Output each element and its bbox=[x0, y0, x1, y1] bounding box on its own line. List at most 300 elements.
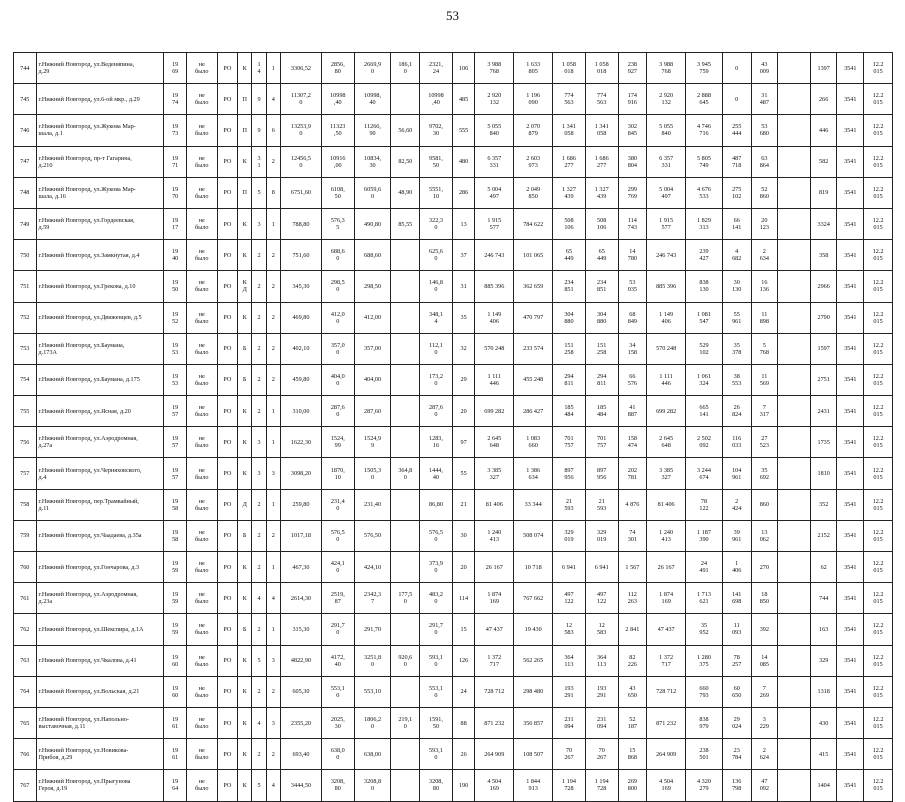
table-cell: 3 385 327 bbox=[475, 458, 514, 489]
table-cell: 66 576 bbox=[618, 364, 647, 395]
table-cell: Б bbox=[238, 333, 252, 364]
table-cell: 33 344 bbox=[514, 489, 553, 520]
table-cell: 29 024 bbox=[722, 707, 751, 738]
table-cell: 3 bbox=[266, 707, 280, 738]
table-cell bbox=[778, 489, 811, 520]
table-cell: 231 094 bbox=[585, 707, 618, 738]
table-cell: 12.2 015 bbox=[864, 115, 893, 146]
table-cell: 3541 bbox=[837, 614, 864, 645]
address-cell: г.Нижний Новгород, ул.6-ой мкр., д.29 bbox=[36, 84, 164, 115]
address-cell: г.Нижний Новгород, ул.Движенцев, д.5 bbox=[36, 302, 164, 333]
table-cell: 2 424 bbox=[722, 489, 751, 520]
address-cell: г.Нижний Новгород, ул.Ясная, д.20 bbox=[36, 396, 164, 427]
table-cell: 3541 bbox=[837, 146, 864, 177]
table-cell: 688,60 bbox=[354, 240, 391, 271]
table-cell: 897 956 bbox=[585, 458, 618, 489]
table-cell: РО bbox=[217, 614, 237, 645]
table-cell: 12.2 015 bbox=[864, 427, 893, 458]
table-cell: 55 961 bbox=[722, 302, 751, 333]
table-cell: 26 167 bbox=[647, 552, 686, 583]
table-cell: 12 583 bbox=[553, 614, 586, 645]
table-cell bbox=[391, 302, 420, 333]
table-cell: 1 194 728 bbox=[553, 770, 586, 801]
table-cell: Б bbox=[238, 364, 252, 395]
table-cell: 920,6 0 bbox=[391, 645, 420, 676]
table-cell: 19 53 bbox=[164, 333, 187, 364]
table-cell: 186,1 0 bbox=[391, 53, 420, 84]
table-cell: 19 69 bbox=[164, 53, 187, 84]
table-cell: РО bbox=[217, 770, 237, 801]
table-cell bbox=[778, 333, 811, 364]
table-cell: 1505,3 0 bbox=[354, 458, 391, 489]
table-cell: 1 061 324 bbox=[686, 364, 723, 395]
table-cell: 12.2 015 bbox=[864, 302, 893, 333]
table-cell: 5 bbox=[252, 177, 266, 208]
table-cell: 3541 bbox=[837, 645, 864, 676]
table-cell: 485 bbox=[452, 84, 475, 115]
table-cell: 751,60 bbox=[280, 240, 321, 271]
table-cell: РО bbox=[217, 208, 237, 239]
table-cell: 4 bbox=[266, 583, 280, 614]
table-cell: 701 757 bbox=[585, 427, 618, 458]
table-row bbox=[14, 208, 893, 239]
table-cell: 380 804 bbox=[618, 146, 647, 177]
table-cell bbox=[391, 271, 420, 302]
table-cell: 2 049 850 bbox=[514, 177, 553, 208]
table-cell: 373,9 0 bbox=[420, 552, 453, 583]
table-cell: 158 474 bbox=[618, 427, 647, 458]
table-cell: не было bbox=[186, 115, 217, 146]
table-cell: не было bbox=[186, 614, 217, 645]
table-cell: 751 bbox=[14, 271, 37, 302]
table-cell: 728 712 bbox=[647, 676, 686, 707]
table-cell: 62 bbox=[810, 552, 837, 583]
table-cell: РО bbox=[217, 676, 237, 707]
table-cell: 329 019 bbox=[553, 520, 586, 551]
table-cell: 11 093 bbox=[722, 614, 751, 645]
table-cell: 60 650 bbox=[722, 676, 751, 707]
table-cell: 3541 bbox=[837, 84, 864, 115]
table-cell: 1283, 16 bbox=[420, 427, 453, 458]
address-cell: г.Нижний Новгород, ул.Гордеевская, д.59 bbox=[36, 208, 164, 239]
table-cell: 5 768 bbox=[751, 333, 778, 364]
table-cell bbox=[778, 427, 811, 458]
table-cell: 3541 bbox=[837, 53, 864, 84]
table-cell: 13 062 bbox=[751, 520, 778, 551]
table-cell bbox=[778, 583, 811, 614]
table-cell: 7 317 bbox=[751, 396, 778, 427]
table-cell: 699 282 bbox=[647, 396, 686, 427]
table-cell: 19 59 bbox=[164, 583, 187, 614]
table-cell: 315,30 bbox=[280, 614, 321, 645]
table-row bbox=[14, 489, 893, 520]
table-cell: не было bbox=[186, 489, 217, 520]
table-cell: 1 083 660 bbox=[514, 427, 553, 458]
table-cell: 2 645 648 bbox=[647, 427, 686, 458]
table-cell bbox=[778, 707, 811, 738]
table-cell: 31 487 bbox=[751, 84, 778, 115]
table-cell bbox=[778, 739, 811, 770]
table-cell: 4 bbox=[266, 84, 280, 115]
table-cell: П bbox=[238, 115, 252, 146]
table-cell: 12.2 015 bbox=[864, 489, 893, 520]
table-cell bbox=[778, 364, 811, 395]
table-cell: 748 bbox=[14, 177, 37, 208]
table-cell: 299 769 bbox=[618, 177, 647, 208]
table-cell: 757 bbox=[14, 458, 37, 489]
address-cell: г.Нижний Новгород, ул.Аэродромная, д.23а bbox=[36, 583, 164, 614]
table-cell: 190 bbox=[452, 770, 475, 801]
table-cell: 763 bbox=[14, 645, 37, 676]
table-cell: 21 593 bbox=[553, 489, 586, 520]
table-cell: 749 bbox=[14, 208, 37, 239]
table-cell: К bbox=[238, 739, 252, 770]
table-row bbox=[14, 177, 893, 208]
table-cell: 665 141 bbox=[686, 396, 723, 427]
table-cell: 1810 bbox=[810, 458, 837, 489]
table-cell: 699 282 bbox=[475, 396, 514, 427]
table-cell: 19 59 bbox=[164, 552, 187, 583]
table-cell: 19 17 bbox=[164, 208, 187, 239]
table-cell: 294 811 bbox=[585, 364, 618, 395]
table-cell: 701 757 bbox=[553, 427, 586, 458]
table-cell: 3 1 bbox=[252, 146, 266, 177]
table-cell: не было bbox=[186, 302, 217, 333]
table-cell: 352 bbox=[810, 489, 837, 520]
table-cell: 582 bbox=[810, 146, 837, 177]
table-cell: 1 327 439 bbox=[585, 177, 618, 208]
address-cell: г.Нижний Новгород, ул.Шекспира, д.1А bbox=[36, 614, 164, 645]
table-cell: 3 229 bbox=[751, 707, 778, 738]
table-cell: 2 634 bbox=[751, 240, 778, 271]
table-cell: 3 988 768 bbox=[647, 53, 686, 84]
table-cell: РО bbox=[217, 645, 237, 676]
table-cell: 362 659 bbox=[514, 271, 553, 302]
table-cell: 767 bbox=[14, 770, 37, 801]
table-row bbox=[14, 645, 893, 676]
table-cell: не было bbox=[186, 208, 217, 239]
table-cell: 88 bbox=[452, 707, 475, 738]
table-cell: 233 574 bbox=[514, 333, 553, 364]
table-cell: 605,30 bbox=[280, 676, 321, 707]
table-cell: 2966 bbox=[810, 271, 837, 302]
table-cell bbox=[391, 333, 420, 364]
table-cell: РО bbox=[217, 489, 237, 520]
table-cell: 31 bbox=[452, 271, 475, 302]
table-cell: К bbox=[238, 302, 252, 333]
table-cell: 19 70 bbox=[164, 177, 187, 208]
table-cell: 3541 bbox=[837, 240, 864, 271]
table-cell: РО bbox=[217, 364, 237, 395]
table-cell: 356 857 bbox=[514, 707, 553, 738]
table-cell: 3541 bbox=[837, 739, 864, 770]
table-cell: 35 378 bbox=[722, 333, 751, 364]
table-cell: не было bbox=[186, 583, 217, 614]
table-cell: 1 829 313 bbox=[686, 208, 723, 239]
table-cell: 553,10 bbox=[354, 676, 391, 707]
table-cell: 529 102 bbox=[686, 333, 723, 364]
table-cell: 19 430 bbox=[514, 614, 553, 645]
table-cell: 415 bbox=[810, 739, 837, 770]
table-cell: 483,2 0 bbox=[420, 583, 453, 614]
table-cell: 12.2 015 bbox=[864, 177, 893, 208]
table-cell: 12.2 015 bbox=[864, 240, 893, 271]
table-cell: 26 bbox=[452, 739, 475, 770]
table-cell: 3 945 759 bbox=[686, 53, 723, 84]
table-cell: 12.2 015 bbox=[864, 208, 893, 239]
table-cell: 2 bbox=[252, 302, 266, 333]
table-cell: 412,0 0 bbox=[321, 302, 354, 333]
table-cell: РО bbox=[217, 177, 237, 208]
table-cell: 146,8 0 bbox=[420, 271, 453, 302]
table-cell: 259,80 bbox=[280, 489, 321, 520]
address-cell: г.Нижний Новгород, ул.Жукова Мар- шала, д.16 bbox=[36, 177, 164, 208]
table-cell: 19 40 bbox=[164, 240, 187, 271]
housing-table bbox=[13, 52, 893, 802]
table-cell: 1 bbox=[266, 489, 280, 520]
table-cell bbox=[778, 520, 811, 551]
table-cell: 266 bbox=[810, 84, 837, 115]
table-cell bbox=[391, 739, 420, 770]
table-cell: 1 327 439 bbox=[553, 177, 586, 208]
table-cell: 2 920 132 bbox=[647, 84, 686, 115]
table-cell: 4 504 169 bbox=[475, 770, 514, 801]
table-cell: 9702, 30 bbox=[420, 115, 453, 146]
address-cell: г.Нижний Новгород, ул.Черняховского, д.4 bbox=[36, 458, 164, 489]
table-cell: 2 bbox=[252, 489, 266, 520]
address-cell: г.Нижний Новгород, ул.Грекова, д.10 bbox=[36, 271, 164, 302]
table-cell: 1 bbox=[266, 208, 280, 239]
table-cell: 1 341 058 bbox=[553, 115, 586, 146]
table-cell: 12456,5 0 bbox=[280, 146, 321, 177]
table-cell: 1 686 277 bbox=[585, 146, 618, 177]
table-cell: 238 501 bbox=[686, 739, 723, 770]
table-cell: 2321, 24 bbox=[420, 53, 453, 84]
table-cell: 78 122 bbox=[686, 489, 723, 520]
table-cell: 570 248 bbox=[475, 333, 514, 364]
table-cell bbox=[391, 427, 420, 458]
table-cell: 576,3 5 bbox=[321, 208, 354, 239]
table-cell bbox=[778, 240, 811, 271]
table-cell: 1 567 bbox=[618, 552, 647, 583]
table-cell: 2 920 132 bbox=[475, 84, 514, 115]
table-cell: 19 61 bbox=[164, 707, 187, 738]
table-cell: 5 bbox=[252, 645, 266, 676]
table-cell: 29 bbox=[452, 364, 475, 395]
table-cell: К bbox=[238, 770, 252, 801]
table-cell: 112 263 bbox=[618, 583, 647, 614]
table-cell: 86,80 bbox=[420, 489, 453, 520]
table-cell: 18 850 bbox=[751, 583, 778, 614]
table-cell: 1 111 446 bbox=[647, 364, 686, 395]
table-cell: 55 bbox=[452, 458, 475, 489]
table-row bbox=[14, 614, 893, 645]
table-cell: 14 780 bbox=[618, 240, 647, 271]
table-cell: 43 650 bbox=[618, 676, 647, 707]
table-cell: 12.2 015 bbox=[864, 520, 893, 551]
table-cell: не было bbox=[186, 427, 217, 458]
table-cell bbox=[778, 676, 811, 707]
table-cell: 20 123 bbox=[751, 208, 778, 239]
table-cell: 291,70 bbox=[354, 614, 391, 645]
table-cell: К bbox=[238, 208, 252, 239]
table-cell bbox=[391, 364, 420, 395]
table-cell: 19 59 bbox=[164, 614, 187, 645]
table-cell: 2669,9 0 bbox=[354, 53, 391, 84]
table-cell: 6059,6 0 bbox=[354, 177, 391, 208]
table-cell: 19 57 bbox=[164, 427, 187, 458]
table-cell: 784 622 bbox=[514, 208, 553, 239]
table-cell: 35 952 bbox=[686, 614, 723, 645]
table-cell: РО bbox=[217, 84, 237, 115]
table-row bbox=[14, 115, 893, 146]
table-cell: 8 bbox=[266, 177, 280, 208]
table-cell: 762 bbox=[14, 614, 37, 645]
table-cell: 112,1 0 bbox=[420, 333, 453, 364]
table-cell: К bbox=[238, 583, 252, 614]
table-cell: 412,00 bbox=[354, 302, 391, 333]
table-cell: 3 244 674 bbox=[686, 458, 723, 489]
table-cell: Б bbox=[238, 520, 252, 551]
table-cell: 19 73 bbox=[164, 115, 187, 146]
table-cell: РО bbox=[217, 146, 237, 177]
table-cell: 3541 bbox=[837, 583, 864, 614]
table-cell: 19 64 bbox=[164, 770, 187, 801]
table-cell: 2 bbox=[266, 520, 280, 551]
table-cell: Б bbox=[238, 614, 252, 645]
table-cell: 3541 bbox=[837, 489, 864, 520]
address-cell: г.Нижний Новгород, ул.Чкалова, д.41 bbox=[36, 645, 164, 676]
table-cell: 3541 bbox=[837, 396, 864, 427]
table-cell: 10998, 40 bbox=[354, 84, 391, 115]
table-cell: К bbox=[238, 645, 252, 676]
table-cell: 750 bbox=[14, 240, 37, 271]
table-cell: 264 909 bbox=[475, 739, 514, 770]
table-cell: 11323 ,50 bbox=[321, 115, 354, 146]
table-cell: 1 4 bbox=[252, 53, 266, 84]
table-cell: 774 563 bbox=[585, 84, 618, 115]
table-cell: 3541 bbox=[837, 333, 864, 364]
table-cell: 3541 bbox=[837, 676, 864, 707]
table-cell: 4 876 bbox=[618, 489, 647, 520]
table-cell bbox=[391, 84, 420, 115]
table-cell bbox=[778, 396, 811, 427]
table-cell: 2 645 648 bbox=[475, 427, 514, 458]
table-cell: 13 bbox=[452, 208, 475, 239]
table-cell: 126 bbox=[452, 645, 475, 676]
table-cell: 275 102 bbox=[722, 177, 751, 208]
table-cell: 13253,9 0 bbox=[280, 115, 321, 146]
table-cell: не было bbox=[186, 333, 217, 364]
address-cell: г.Нижний Новгород, ул.Гончарова, д.3 bbox=[36, 552, 164, 583]
table-cell: 508 106 bbox=[585, 208, 618, 239]
table-cell: 3541 bbox=[837, 177, 864, 208]
table-cell: 2 888 645 bbox=[686, 84, 723, 115]
table-cell: П bbox=[238, 84, 252, 115]
table-cell: 24 491 bbox=[686, 552, 723, 583]
table-cell: 1 bbox=[266, 614, 280, 645]
table-cell: 304 880 bbox=[585, 302, 618, 333]
table-cell: 593,1 0 bbox=[420, 739, 453, 770]
table-cell: 302 845 bbox=[618, 115, 647, 146]
table-cell: 12.2 015 bbox=[864, 53, 893, 84]
table-cell: 2 bbox=[266, 676, 280, 707]
table-cell: РО bbox=[217, 115, 237, 146]
table-cell: 4 320 279 bbox=[686, 770, 723, 801]
table-cell: 553,1 0 bbox=[321, 676, 354, 707]
table-cell: 6 357 331 bbox=[647, 146, 686, 177]
table-cell: не было bbox=[186, 458, 217, 489]
table-cell: 402,10 bbox=[280, 333, 321, 364]
table-cell: 81 406 bbox=[647, 489, 686, 520]
table-cell: 26 824 bbox=[722, 396, 751, 427]
table-cell: 10998 ,40 bbox=[321, 84, 354, 115]
table-cell: 231,4 0 bbox=[321, 489, 354, 520]
table-cell: 660 793 bbox=[686, 676, 723, 707]
table-cell: 1 bbox=[266, 427, 280, 458]
table-cell: 19 57 bbox=[164, 396, 187, 427]
table-row bbox=[14, 770, 893, 801]
table-cell: 744 bbox=[810, 583, 837, 614]
table-cell: 2614,30 bbox=[280, 583, 321, 614]
table-cell: РО bbox=[217, 396, 237, 427]
table-cell: 2 bbox=[266, 739, 280, 770]
table-cell: 6 941 bbox=[585, 552, 618, 583]
table-cell: 1 915 577 bbox=[475, 208, 514, 239]
table-cell: 819 bbox=[810, 177, 837, 208]
table-cell bbox=[391, 676, 420, 707]
table-cell: 1444, 40 bbox=[420, 458, 453, 489]
table-cell bbox=[391, 520, 420, 551]
table-row bbox=[14, 552, 893, 583]
table-cell: 70 267 bbox=[553, 739, 586, 770]
table-cell: не было bbox=[186, 770, 217, 801]
table-cell: 2519, 87 bbox=[321, 583, 354, 614]
table-cell: 193 291 bbox=[553, 676, 586, 707]
table-cell: 576,5 0 bbox=[420, 520, 453, 551]
table-cell bbox=[391, 396, 420, 427]
table-cell: 3541 bbox=[837, 302, 864, 333]
table-cell: РО bbox=[217, 739, 237, 770]
table-cell: 1806,2 0 bbox=[354, 707, 391, 738]
table-cell: 1 111 446 bbox=[475, 364, 514, 395]
table-cell: 47 092 bbox=[751, 770, 778, 801]
table-row bbox=[14, 458, 893, 489]
table-cell: 255 444 bbox=[722, 115, 751, 146]
table-cell: 688,6 0 bbox=[321, 240, 354, 271]
table-cell: 12.2 015 bbox=[864, 364, 893, 395]
table-cell: 12.2 015 bbox=[864, 707, 893, 738]
table-cell: не было bbox=[186, 240, 217, 271]
table-cell: 114 743 bbox=[618, 208, 647, 239]
table-cell: 625,6 0 bbox=[420, 240, 453, 271]
address-cell: г.Нижний Новгород, ул.Баумана, д.175 bbox=[36, 364, 164, 395]
table-cell: не было bbox=[186, 146, 217, 177]
table-cell: К bbox=[238, 707, 252, 738]
table-cell: 11307,2 0 bbox=[280, 84, 321, 115]
table-cell: 6108, 50 bbox=[321, 177, 354, 208]
table-cell: 1 058 018 bbox=[553, 53, 586, 84]
table-cell: 1 280 375 bbox=[686, 645, 723, 676]
table-cell: 19 61 bbox=[164, 739, 187, 770]
table-cell: 19 50 bbox=[164, 271, 187, 302]
table-cell: РО bbox=[217, 552, 237, 583]
table-cell: 497 122 bbox=[553, 583, 586, 614]
table-cell: 3541 bbox=[837, 115, 864, 146]
table-cell: 30 130 bbox=[722, 271, 751, 302]
table-cell: 3 bbox=[266, 645, 280, 676]
table-cell: 746 bbox=[14, 115, 37, 146]
